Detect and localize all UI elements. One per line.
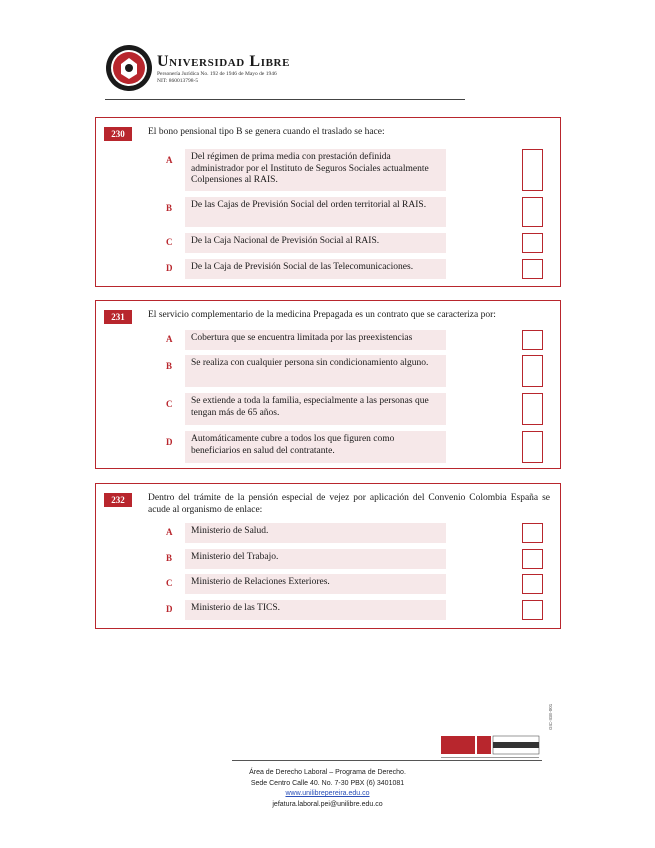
- option-letter: B: [166, 361, 173, 371]
- option-text: Se realiza con cualquier persona sin condicionamiento alguno.: [185, 355, 446, 387]
- option-letter: C: [166, 399, 173, 409]
- question-text: Dentro del trámite de la pensión especial de vejez por aplicación del Convenio Colombia España se acude al organismo de enlace:: [148, 493, 550, 515]
- legal-line: Personería Jurídica No. 192 de 1946 de Mayo de 1946: [157, 71, 277, 77]
- option-text: De las Cajas de Previsión Social del orden territorial al RAIS.: [185, 197, 446, 227]
- option-letter: A: [166, 334, 173, 344]
- option-text: Ministerio de Relaciones Exteriores.: [185, 574, 446, 594]
- answer-checkbox[interactable]: [522, 549, 543, 569]
- option-text: Ministerio de las TICS.: [185, 600, 446, 620]
- footer-contact: [200, 768, 455, 810]
- university-seal-icon: [105, 44, 153, 92]
- footer-area: Área de Derecho Laboral – Programa de Derecho.: [249, 769, 406, 776]
- option-text: Automáticamente cubre a todos los que figuren como beneficiarios en salud del contratante.: [185, 431, 446, 463]
- answer-checkbox[interactable]: [522, 233, 543, 253]
- question-block: [95, 117, 561, 287]
- answer-checkbox[interactable]: [522, 330, 543, 350]
- question-text: El servicio complementario de la medicina Prepagada es un contrato que se caracteriza por:: [148, 310, 496, 320]
- footer-email[interactable]: jefatura.laboral.pei@unilibre.edu.co: [272, 800, 383, 808]
- option-letter: D: [166, 263, 173, 273]
- document-code: GIC-IGE-001: [548, 703, 553, 730]
- question-text: El bono pensional tipo B se genera cuando el traslado se hace:: [148, 127, 385, 137]
- answer-checkbox[interactable]: [522, 393, 543, 425]
- answer-checkbox[interactable]: [522, 259, 543, 279]
- option-letter: B: [166, 553, 173, 563]
- question-number: 232: [104, 493, 132, 507]
- option-letter: D: [166, 437, 173, 447]
- university-name: Universidad Libre: [157, 53, 291, 70]
- accreditation-logo-icon: [441, 733, 541, 761]
- option-text: Cobertura que se encuentra limitada por las preexistencias: [185, 330, 446, 350]
- option-text: De la Caja Nacional de Previsión Social al RAIS.: [185, 233, 446, 253]
- option-text: Ministerio del Trabajo.: [185, 549, 446, 569]
- nit-line: NIT: 860013798-5: [157, 78, 199, 84]
- footer-divider: [232, 760, 542, 761]
- answer-checkbox[interactable]: [522, 523, 543, 543]
- option-text: Se extiende a toda la familia, especialmente a las personas que tengan más de 65 años.: [185, 393, 446, 425]
- answer-checkbox[interactable]: [522, 355, 543, 387]
- option-letter: D: [166, 604, 173, 614]
- answer-checkbox[interactable]: [522, 197, 543, 227]
- option-letter: C: [166, 237, 173, 247]
- footer-address: Sede Centro Calle 40. No. 7-30 PBX (6) 3401081: [250, 779, 405, 787]
- option-letter: A: [166, 155, 173, 165]
- option-text: Del régimen de prima media con prestación definida administrador por el Instituto de Seguros Sociales actualmente Colpensiones al RAIS.: [185, 149, 446, 191]
- option-text: Ministerio de Salud.: [185, 523, 446, 543]
- question-number: 231: [104, 310, 132, 324]
- option-text: De la Caja de Previsión Social de las Telecomunicaciones.: [185, 259, 446, 279]
- question-number: 230: [104, 127, 132, 141]
- header-divider: [105, 99, 465, 100]
- footer-website-link[interactable]: www.unilibrepereira.edu.co: [285, 790, 370, 797]
- answer-checkbox[interactable]: [522, 574, 543, 594]
- letterhead: [105, 44, 465, 100]
- answer-checkbox[interactable]: [522, 431, 543, 463]
- answer-checkbox[interactable]: [522, 149, 543, 191]
- option-letter: A: [166, 527, 173, 537]
- question-block: [95, 300, 561, 469]
- option-letter: C: [166, 578, 173, 588]
- option-letter: B: [166, 203, 173, 213]
- answer-checkbox[interactable]: [522, 600, 543, 620]
- question-block: [95, 483, 561, 629]
